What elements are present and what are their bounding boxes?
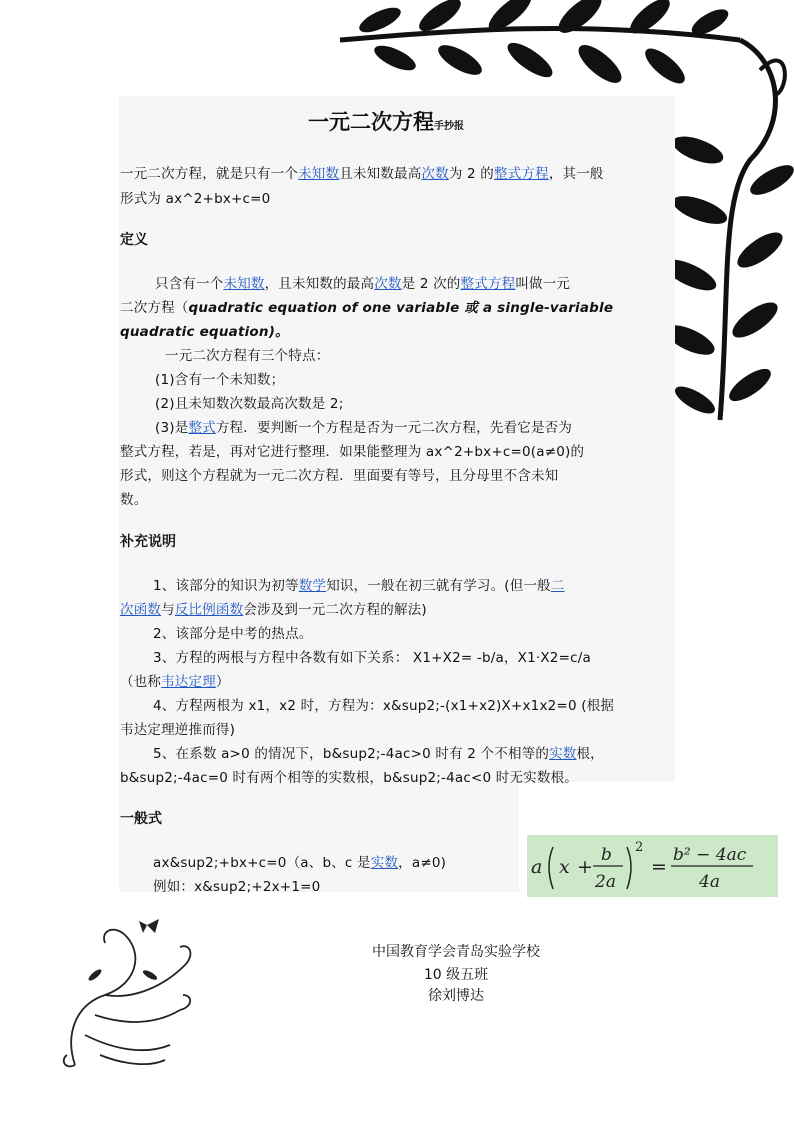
heading-general-form: 一般式 — [120, 811, 162, 827]
intro-line-1: 一元二次方程，就是只有一个未知数且未知数最高次数为 2 的整式方程，其一般 — [120, 166, 604, 182]
sup-line-2: 次函数与反比例函数会涉及到一元二次方程的解法) — [120, 602, 427, 618]
sup-line-3: 2、该部分是中考的热点。 — [153, 626, 313, 642]
formula-plus: + — [577, 856, 593, 878]
formula-exponent: 2 — [635, 840, 644, 855]
link-unknown-2[interactable]: 未知数 — [223, 276, 265, 292]
link-degree-2[interactable]: 次数 — [374, 276, 402, 292]
link-quadratic-function-cont[interactable]: 次函数 — [120, 602, 162, 618]
heading-supplement: 补充说明 — [120, 534, 176, 550]
def-line-9: 形式，则这个方程就为一元二次方程．里面要有等号，且分母里不含未知 — [120, 468, 559, 484]
link-quadratic-function[interactable]: 二 — [550, 578, 565, 594]
footer-school: 中国教育学会青岛实验学校 — [372, 944, 540, 960]
gen-line-2: 例如：x&sup2;+2x+1=0 — [153, 879, 321, 895]
link-degree[interactable]: 次数 — [421, 166, 449, 182]
def-line-7: (3)是整式方程．要判断一个方程是否为一元二次方程，先看它是否为 — [155, 420, 573, 436]
sup-line-4: 3、方程的两根与方程中各数有如下关系： X1+X2= -b/a，X1·X2=c/a — [153, 650, 591, 666]
formula-x: x — [559, 856, 570, 878]
link-unknown[interactable]: 未知数 — [298, 166, 340, 182]
intro-line-2: 形式为 ax^2+bx+c=0 — [120, 191, 271, 207]
link-inverse-function[interactable]: 反比例函数 — [174, 602, 244, 618]
link-math[interactable]: 数学 — [298, 578, 327, 594]
heading-definition: 定义 — [120, 232, 148, 248]
def-line-3: quadratic equation)。 — [120, 324, 289, 340]
sup-line-7: 韦达定理逆推而得) — [120, 722, 236, 738]
butterfly-flourish-icon — [55, 915, 205, 1075]
title-subtitle: 手抄报 — [434, 121, 464, 132]
def-line-10: 数。 — [120, 492, 148, 508]
sup-line-5: （也称韦达定理） — [120, 674, 230, 690]
sup-line-8: 5、在系数 a>0 的情况下，b&sup2;-4ac>0 时有 2 个不相等的实数根， — [153, 746, 604, 762]
link-polynomial-equation-2[interactable]: 整式方程 — [460, 276, 516, 292]
formula-denominator: 4a — [699, 872, 720, 892]
sup-line-6: 4、方程两根为 x1，x2 时，方程为：x&sup2;-(x1+x2)X+x1x2=0 (根据 — [153, 698, 615, 714]
gen-line-1: ax&sup2;+bx+c=0（a、b、c 是实数，a≠0) — [153, 855, 447, 871]
link-real-number-2[interactable]: 实数 — [370, 855, 399, 871]
def-line-1: 只含有一个未知数，且未知数的最高次数是 2 次的整式方程叫做一元 — [155, 276, 571, 292]
formula-equals: = — [651, 856, 667, 878]
def-line-6: (2)且未知数次数最高次数是 2; — [155, 396, 344, 412]
formula-box — [527, 835, 778, 897]
page-title: 一元二次方程手抄报 — [308, 109, 464, 134]
def-line-4: 一元二次方程有三个特点： — [165, 348, 330, 364]
footer-name: 徐刘博达 — [428, 988, 484, 1004]
link-vieta-theorem[interactable]: 韦达定理 — [161, 674, 216, 690]
footer-class: 10 级五班 — [423, 967, 489, 983]
sup-line-9: b&sup2;-4ac=0 时有两个相等的实数根，b&sup2;-4ac<0 时无实数根。 — [120, 770, 578, 786]
link-polynomial-equation[interactable]: 整式方程 — [494, 166, 549, 182]
def-line-8: 整式方程，若是，再对它进行整理．如果能整理为 ax^2+bx+c=0(a≠0)的 — [120, 444, 585, 460]
completing-square-formula — [527, 835, 778, 897]
def-line-2: 二次方程（quadratic equation of one variable 或 a single-variable — [120, 300, 614, 316]
formula-numerator: b² − 4ac — [673, 845, 747, 865]
link-real-number[interactable]: 实数 — [549, 746, 577, 762]
sup-line-1: 1、该部分的知识为初等数学知识，一般在初三就有学习。(但一般二 — [153, 578, 565, 594]
def-line-5: (1)含有一个未知数； — [155, 372, 285, 388]
formula-2a: 2a — [595, 872, 616, 892]
formula-a: a — [531, 856, 543, 878]
formula-b: b — [601, 845, 612, 865]
link-polynomial[interactable]: 整式 — [188, 420, 216, 436]
